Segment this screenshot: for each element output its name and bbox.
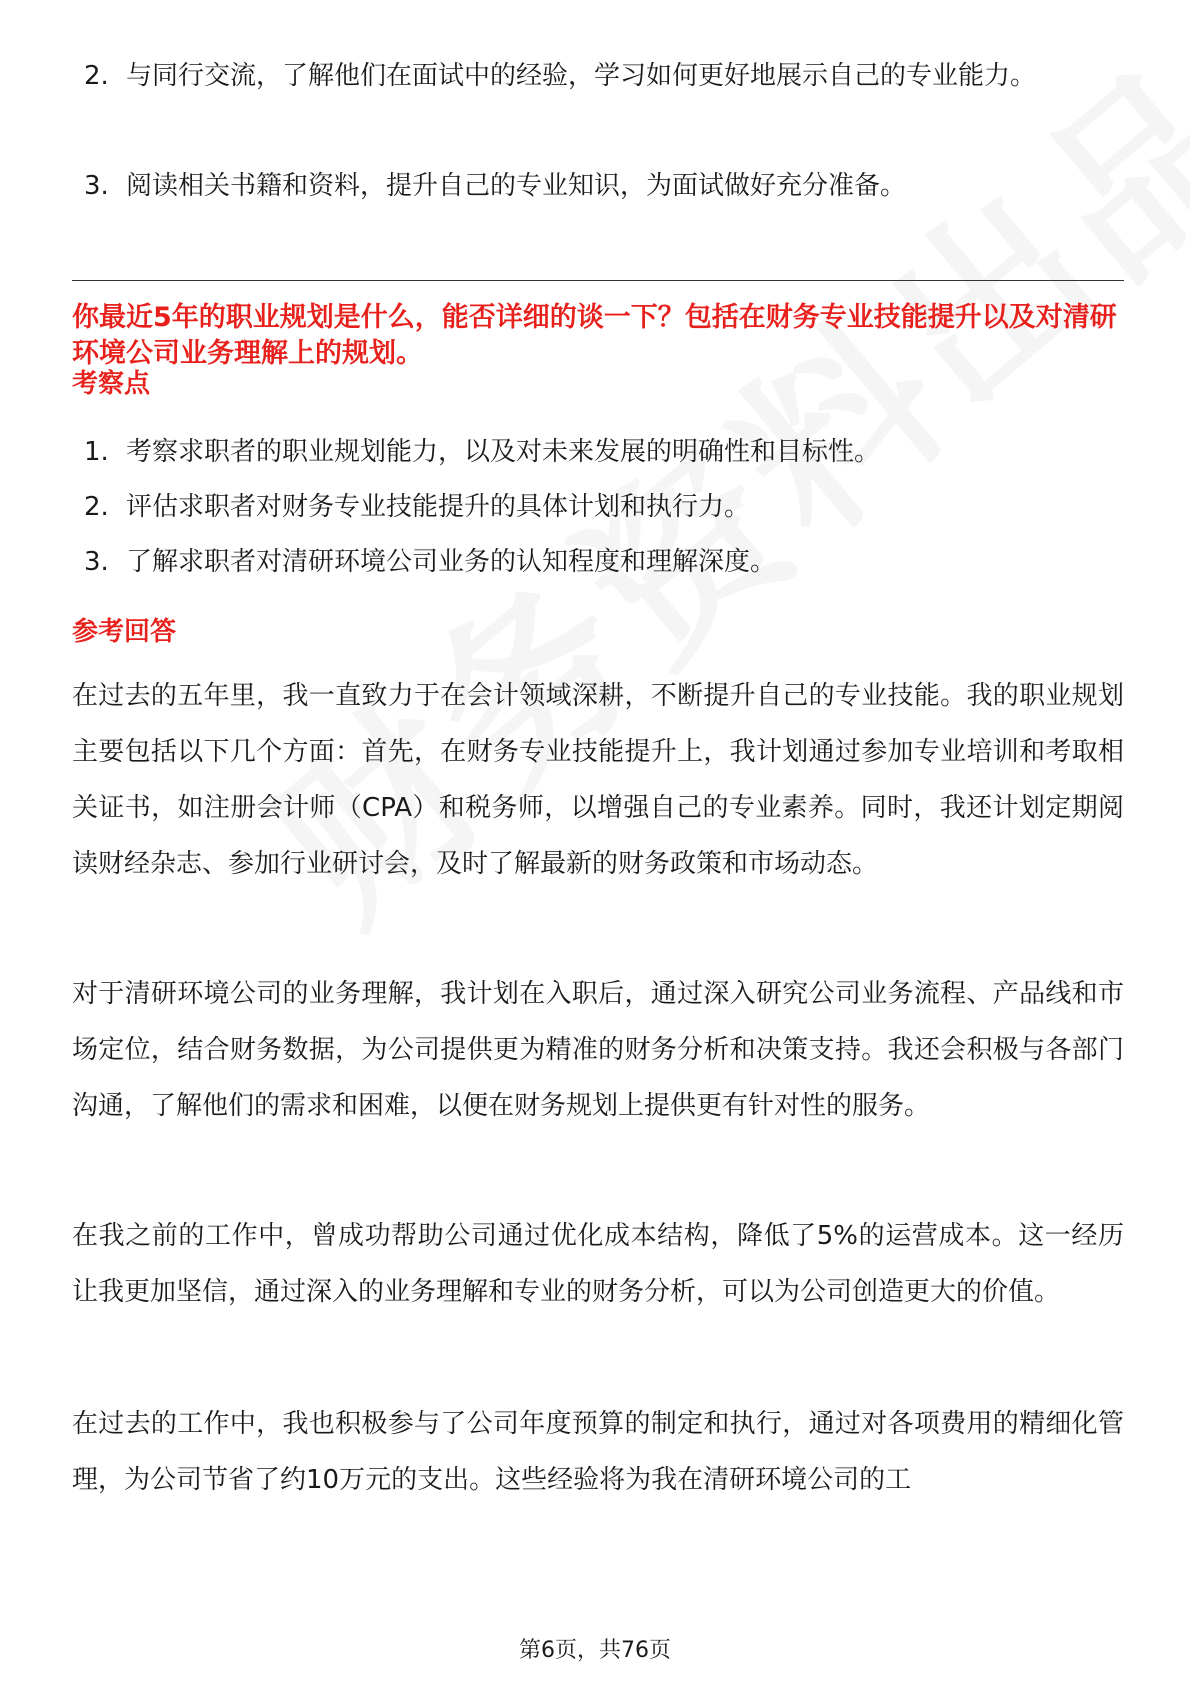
list-number: 1. (84, 437, 109, 467)
exam-points-heading: 考察点 (72, 369, 151, 399)
answer-paragraph: 在我之前的工作中，曾成功帮助公司通过优化成本结构，降低了5%的运营成本。这一经历让我更加坚信，通过深入的业务理解和专业的财务分析，可以为公司创造更大的价值。 (72, 1221, 1124, 1307)
answer-heading: 参考回答 (72, 617, 177, 647)
answer-paragraph: 在过去的五年里，我一直致力于在会计领域深耕，不断提升自己的专业技能。我的职业规划主要包括以下几个方面：首先，在财务专业技能提升上，我计划通过参加专业培训和考取相关证书，如注册会计师（CPA）和税务师，以增强自己的专业素养。同时，我还计划定期阅读财经杂志、参加行业研讨会，及时了解最新的财务政策和市场动态。 (72, 681, 1124, 879)
page-number: 第6页，共76页 (519, 1638, 671, 1663)
list-text: 了解求职者对清研环境公司业务的认知程度和理解深度。 (126, 547, 777, 577)
list-item (84, 158, 1114, 214)
answer-paragraph: 在过去的工作中，我也积极参与了公司年度预算的制定和执行，通过对各项费用的精细化管理，为公司节省了约10万元的支出。这些经验将为我在清研环境公司的工 (72, 1409, 1124, 1495)
list-text: 与同行交流，了解他们在面试中的经验，学习如何更好地展示自己的专业能力。 (126, 61, 1037, 91)
list-number: 2. (84, 492, 109, 522)
list-text: 评估求职者对财务专业技能提升的具体计划和执行力。 (126, 492, 751, 522)
list-item (84, 479, 1114, 535)
interview-question: 你最近5年的职业规划是什么，能否详细的谈一下？包括在财务专业技能提升以及对清研环境公司业务理解上的规划。 (72, 302, 1117, 369)
answer-paragraph: 对于清研环境公司的业务理解，我计划在入职后，通过深入研究公司业务流程、产品线和市场定位，结合财务数据，为公司提供更为精准的财务分析和决策支持。我还会积极与各部门沟通，了解他们的需求和困难，以便在财务规划上提供更有针对性的服务。 (72, 979, 1124, 1121)
list-text: 阅读相关书籍和资料，提升自己的专业知识，为面试做好充分准备。 (126, 171, 907, 201)
list-number: 3. (84, 547, 109, 577)
list-item (84, 48, 1114, 104)
list-text: 考察求职者的职业规划能力，以及对未来发展的明确性和目标性。 (126, 437, 881, 467)
list-item (84, 534, 1114, 590)
list-item (84, 424, 1114, 480)
list-number: 2. (84, 61, 109, 91)
list-number: 3. (84, 171, 109, 201)
section-divider (72, 280, 1124, 281)
